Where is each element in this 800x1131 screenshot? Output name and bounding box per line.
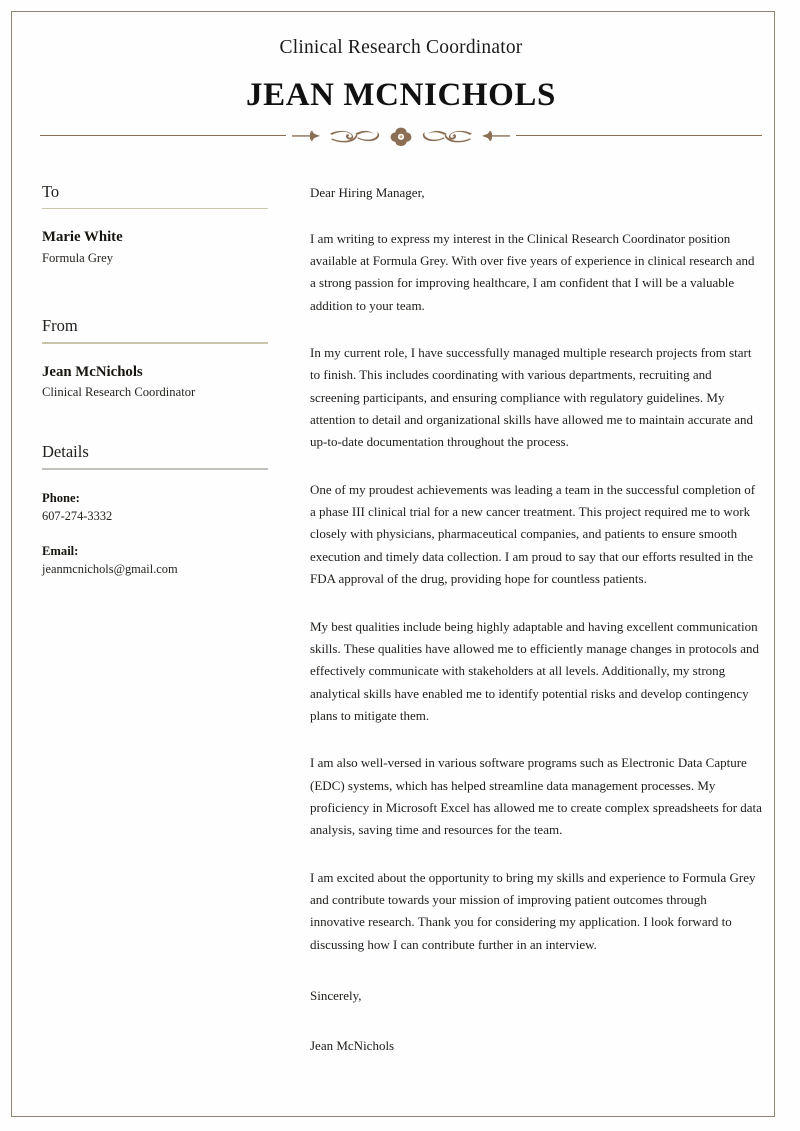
detail-phone xyxy=(42,490,268,525)
header-divider xyxy=(40,124,762,148)
letter-paragraph: I am writing to express my interest in the Clinical Research Coordinator position available at Formula Grey. With over five years of experience in clinical research and a strong passion for improving healthcare, I am confident that I will be a valuable addition to your team. xyxy=(310,230,755,313)
header-job-title: Clinical Research Coordinator xyxy=(279,37,523,58)
sidebar-rule-from xyxy=(42,342,268,344)
sender-name: Jean McNichols xyxy=(42,363,143,380)
sidebar-heading-to: To xyxy=(42,182,60,201)
divider-rule-left xyxy=(40,135,286,136)
letter-paragraph: My best qualities include being highly adaptable and having excellent communication skills. These qualities have allowed me to efficiently manage changes in protocols and effectively communicate with stakeholders at all levels. Additionally, my strong analytical skills have enabled me to identify potential risks and develop contingency plans to mitigate them. xyxy=(310,618,759,723)
floral-flourish-icon xyxy=(286,124,516,148)
sidebar-heading-from: From xyxy=(42,316,78,336)
detail-phone-value[interactable]: 607-274-3332 xyxy=(42,509,113,524)
sidebar-section-details xyxy=(42,442,268,578)
sidebar-spacer-to xyxy=(42,266,268,316)
sidebar-heading-details: Details xyxy=(42,442,89,462)
letter-header xyxy=(40,36,762,114)
header-full-name: JEAN MCNICHOLS xyxy=(245,77,556,114)
detail-email-value[interactable]: jeanmcnichols@gmail.com xyxy=(42,562,178,577)
letter-closing: Sincerely, xyxy=(310,988,362,1004)
sender-title: Clinical Research Coordinator xyxy=(42,385,196,400)
letter-paragraph: I am also well-versed in various software programs such as Electronic Data Capture (EDC) systems, which has helped streamline data management processes. My proficiency in Microsoft Excel has allowed me to create complex spreadsheets for data analysis, saving time and resources for the team. xyxy=(310,755,762,838)
detail-email xyxy=(42,543,268,578)
letter-paragraph: In my current role, I have successfully managed multiple research projects from start to finish. This includes coordinating with various departments, recruiting and screening participants, and ensuring compliance with regulatory guidelines. My attention to detail and organizational skills have allowed me to maintain accurate and up-to-date documentation throughout the process. xyxy=(310,344,754,450)
sidebar-section-from xyxy=(42,316,268,400)
recipient-company: Formula Grey xyxy=(42,250,113,265)
letter-paragraph: I am excited about the opportunity to bring my skills and experience to Formula Grey and contribute towards your mission of improving patient outcomes through innovative research. Thank you for considering my application. I look forward to discussing how I can contribute further in an interview. xyxy=(310,869,756,952)
divider-rule-right xyxy=(516,135,762,136)
letter-paragraph: One of my proudest achievements was leading a team in the successful completion of a phase III clinical trial for a new cancer treatment. This project required me to work closely with physicians, pharmaceutical companies, and patients to ensure smooth execution and timely data collection. I am proud to say that our efforts resulted in the FDA approval of the drug, providing hope for countless patients. xyxy=(310,481,756,587)
letter-body xyxy=(310,183,762,1057)
letter-sidebar xyxy=(42,182,268,578)
sidebar-rule-to xyxy=(42,208,268,210)
letter-salutation: Dear Hiring Manager, xyxy=(310,185,425,200)
sidebar-rule-details xyxy=(42,468,268,470)
letter-signature: Jean McNichols xyxy=(310,1038,395,1053)
detail-email-label: Email: xyxy=(42,543,79,558)
sidebar-section-to xyxy=(42,182,268,266)
recipient-name: Marie White xyxy=(42,229,123,246)
detail-phone-label: Phone: xyxy=(42,490,80,505)
sidebar-spacer-from xyxy=(42,400,268,442)
